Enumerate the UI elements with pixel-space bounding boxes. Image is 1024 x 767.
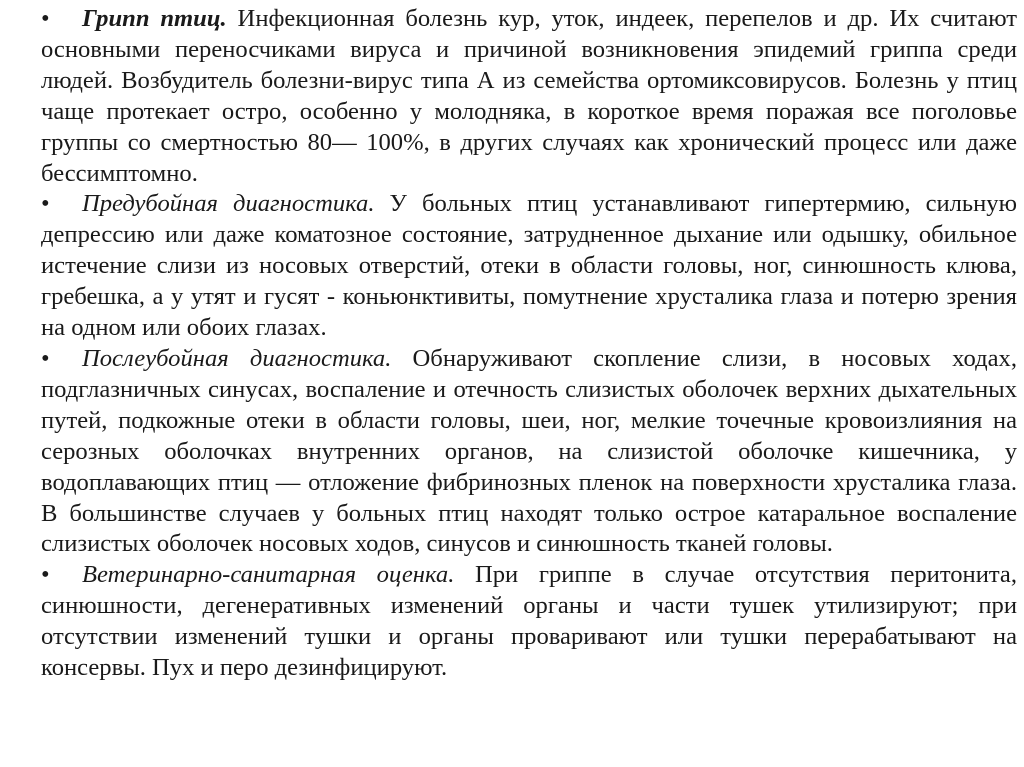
bullet-item-postmortem [41, 344, 1017, 560]
item-term: Предубойная диагностика. [82, 190, 375, 218]
item-text: Инфекционная болезнь кур, уток, индеек, перепелов и др. Их считают основными переносчиками вируса и причиной возникновения эпидемий гриппа среди людей. Возбудитель болезни-вирус типа А из семейства ортомиксовирусов. Болезнь у птиц чаще протекает остро, особенно у молодняка, в короткое время поражая все поголовье группы со смертностью 80— 100%, в других случаях как хронический процесс или даже бессимптомно. [41, 5, 1017, 187]
item-text: У больных птиц устанавливают гипертермию, сильную депрессию или даже коматозное состояние, затрудненное дыхание или одышку, обильное истечение слизи из носовых отверстий, отеки в области головы, ног, синюшность клюва, гребешка, а у утят и гусят - коньюнктивиты, помутнение хрусталика глаза и потерю зрения на одном или обоих глазах. [41, 190, 1017, 342]
item-text: Обнаруживают скопление слизи, в носовых ходах, подглазничных синусах, воспаление и отечность слизистых оболочек верхних дыхательных путей, подкожные отеки в области головы, шеи, ног, мелкие точечные кровоизлияния на серозных оболочках внутренних органов, на слизистой оболочке кишечника, у водоплавающих птиц — отложение фибринозных пленок на поверхности хрусталика глаза. В большинстве случаев у больных птиц находят только острое катаральное воспаление слизистых оболочек носовых ходов, синусов и синюшность тканей головы. [41, 344, 1017, 558]
item-term: Грипп птиц. [82, 5, 227, 32]
bullet-item-avian-flu [41, 4, 1017, 189]
slide-content [41, 4, 1017, 684]
bullet-marker: • [41, 561, 50, 589]
bullet-marker: • [41, 190, 50, 218]
bullet-item-sanitary-assessment [41, 560, 1017, 684]
item-text: При гриппе в случае отсутствия перитонита, синюшности, дегенеративных изменений органы и части тушек утилизируют; при отсутствии изменений тушки и органы проваривают или тушки перерабатывают на консервы. Пух и перо дезинфицируют. [41, 561, 1017, 682]
item-term: Ветеринарно-санитарная оценка. [82, 561, 455, 589]
bullet-item-antemortem [41, 189, 1017, 344]
bullet-marker: • [41, 5, 50, 32]
item-term: Послеубойная диагностика. [82, 344, 392, 372]
bullet-marker: • [41, 344, 50, 372]
